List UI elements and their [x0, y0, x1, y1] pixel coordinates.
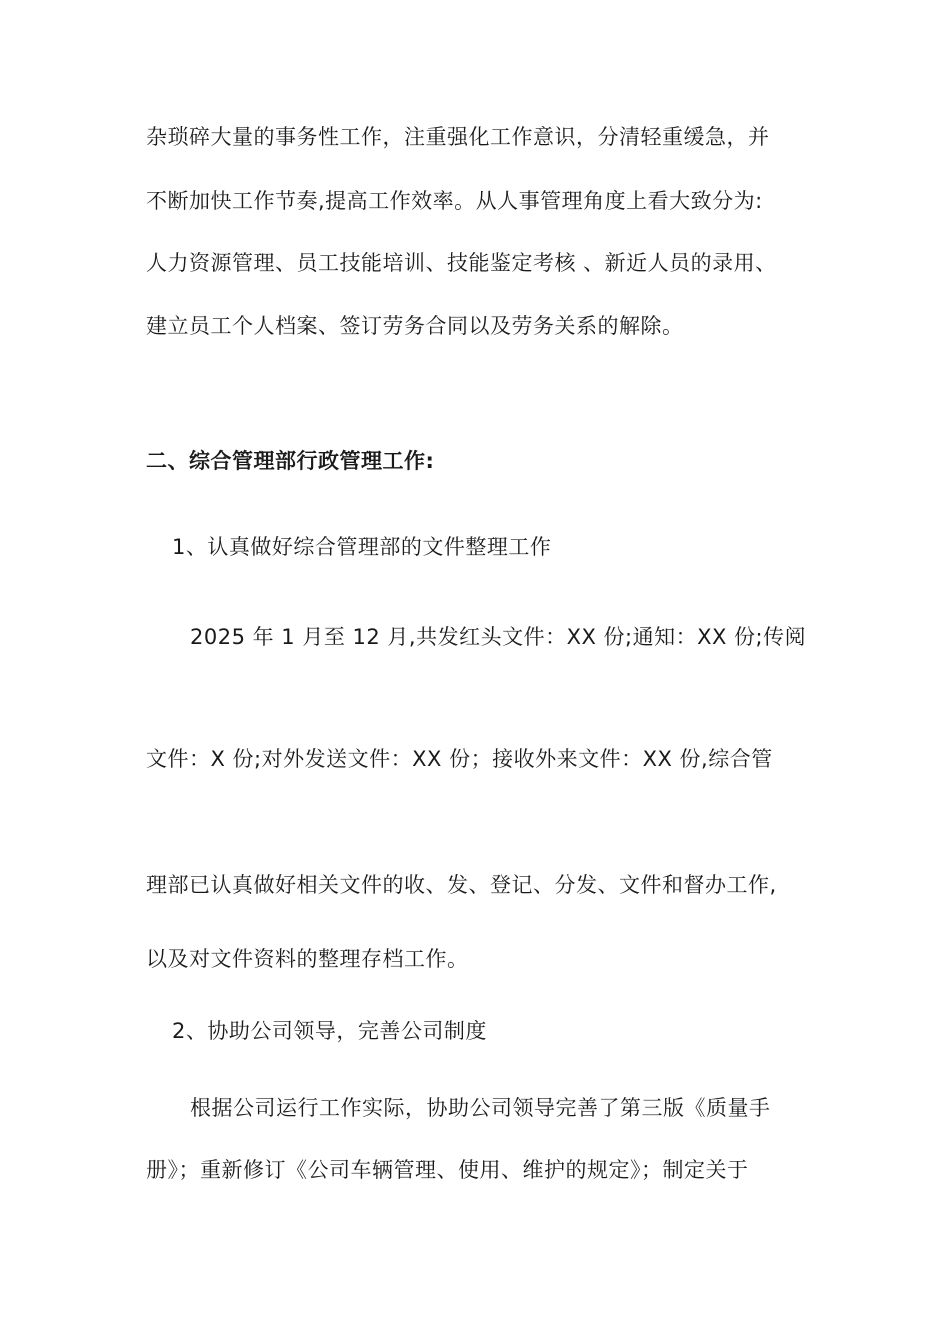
item1-title: 1、认真做好综合管理部的文件整理工作	[172, 535, 552, 559]
item1-line-4: 以及对文件资料的整理存档工作。	[146, 947, 469, 971]
item2-title: 2、协助公司领导，完善公司制度	[172, 1019, 487, 1043]
item2-line-1: 根据公司运行工作实际，协助公司领导完善了第三版《质量手	[190, 1096, 771, 1120]
intro-line-4: 建立员工个人档案、签订劳务合同以及劳务关系的解除。	[146, 314, 684, 338]
intro-line-1: 杂琐碎大量的事务性工作，注重强化工作意识，分清轻重缓急，并	[146, 125, 770, 149]
item1-line-1: 2025 年 1 月至 12 月,共发红头文件：XX 份;通知：XX 份;传阅	[190, 625, 807, 649]
intro-line-3: 人力资源管理、员工技能培训、技能鉴定考核 、新近人员的录用、	[146, 251, 777, 275]
item1-line-3: 理部已认真做好相关文件的收、发、登记、分发、文件和督办工作,	[146, 873, 777, 897]
intro-line-2: 不断加快工作节奏,提高工作效率。从人事管理角度上看大致分为:	[146, 189, 763, 213]
section-heading: 二、综合管理部行政管理工作:	[146, 449, 435, 473]
item1-line-2: 文件：X 份;对外发送文件：XX 份；接收外来文件：XX 份,综合管	[146, 747, 773, 771]
item2-line-2: 册》；重新修订《公司车辆管理、使用、维护的规定》；制定关于	[146, 1158, 749, 1182]
